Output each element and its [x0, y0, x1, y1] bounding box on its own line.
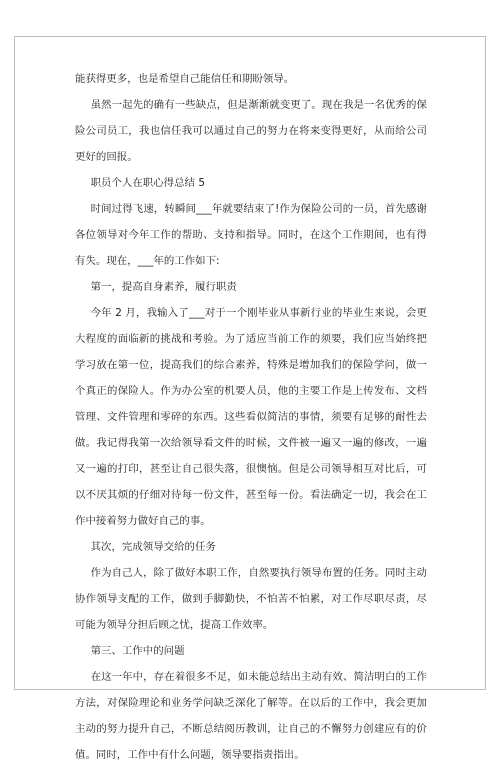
section-heading: 其次，完成领导交给的任务 [90, 541, 216, 553]
section-title: 职员个人在职心得总结 5 [90, 177, 206, 189]
paragraph: 作为自己人，除了做好本职工作，自然要执行领导布置的任务。同时主动协作领导支配的工作，做到手脚勤快，不怕苦不怕累，对工作尽职尽责，尽可能为领导分担后顾之忧，提高工作效率。 [75, 567, 427, 631]
paragraph: 时间过得飞速，转瞬间___年就要结束了!作为保险公司的一员，首先感谢各位领导对今年工作的帮助、支持和指导。同时，在这个工作期间，也有得有失。现在，___年的工作如下: [75, 203, 427, 267]
paragraph: 今年 2 月，我输入了___对于一个刚毕业从事新行业的毕业生来说，会更大程度的面临新的挑战和考验。为了适应当前工作的须要，我们应当始终把学习放在第一位，提高我们的综合素养，特殊是增加我们的保险学问，做一个真正的保险人。作为办公室的机要人员，他的主要工作是上传发布、文档管理、文件管理和零碎的东西。这些看似简洁的事情，须要有足够的耐性去做。我记得我第一次给领导看文件的时候，文件被一遍又一遍的修改，一遍又一遍的打印，甚至让自己很失落，很懊恼。但是公司领导相互对比后，可以不厌其烦的仔细对待每一份文件，甚至每一份。看法确定一切，我会在工作中接着努力做好自己的事。 [75, 307, 427, 527]
paragraph: 在这一年中，存在着很多不足，如未能总结出主动有效、简洁明白的工作方法，对保险理论和业务学问缺乏深化了解等。在以后的工作中，我会更加主动的努力提升自己，不断总结阅历教训，让自己的不懈努力创建应有的价值。同时，工作中有什么问题，领导要指责指出。 [75, 671, 427, 761]
paragraph: 虽然一起先的确有一些缺点，但是渐渐就变更了。现在我是一名优秀的保险公司员工，我也信任我可以通过自己的努力在将来变得更好，从而给公司更好的回报。 [75, 99, 427, 163]
section-heading: 第一，提高自身素养，履行职责 [90, 281, 237, 293]
section-heading: 第三、工作中的问题 [90, 645, 185, 657]
document-body [75, 66, 427, 768]
paragraph: 能获得更多，也是希望自己能信任和期盼领导。 [75, 73, 295, 85]
